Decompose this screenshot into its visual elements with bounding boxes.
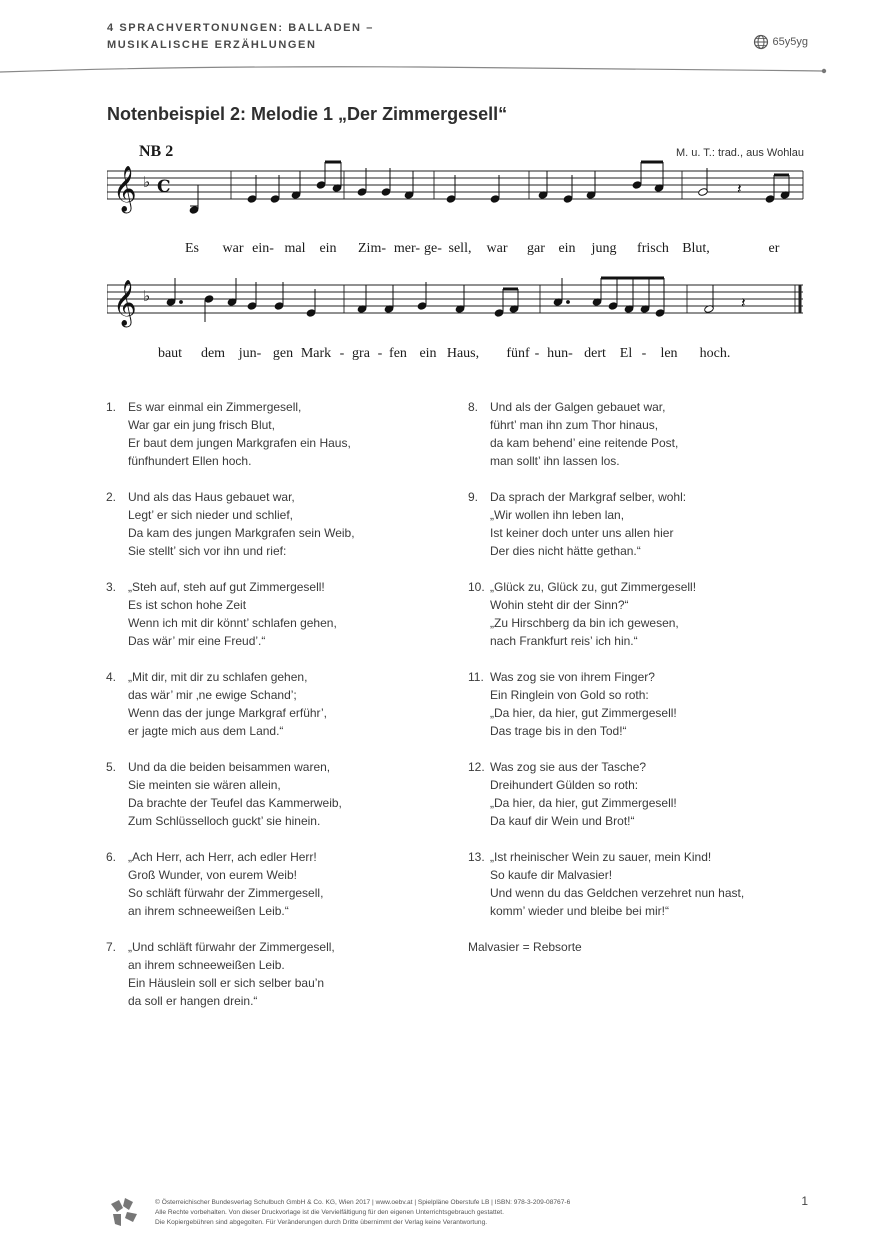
verse-line: er jagte mich aus dem Land.“ (128, 724, 284, 738)
lyric-syllable: ein- (252, 241, 274, 256)
score-credit: M. u. T.: trad., aus Wohlau (676, 147, 804, 159)
lyric-syllable: gen (272, 346, 294, 361)
page-number: 1 (801, 1194, 808, 1208)
lyric-syllable: len (660, 346, 678, 361)
verse-line: Der dies nicht hätte gethan.“ (490, 544, 641, 558)
verse-line: „Zu Hirschberg da bin ich gewesen, (490, 616, 679, 630)
verse-5 (106, 758, 446, 830)
lyric-syllable: gar (527, 241, 545, 256)
verse-line: Er baut dem jungen Markgrafen ein Haus, (128, 436, 351, 450)
verse-line: Dreihundert Gülden so roth: (490, 778, 639, 792)
verses-right-column (468, 398, 808, 956)
lyric-syllable: Haus, (446, 346, 480, 361)
verse-number: 1. (106, 400, 117, 414)
verse-line: Wohin steht dir der Sinn?“ (490, 598, 629, 612)
verse-number: 6. (106, 850, 117, 864)
section-title: Notenbeispiel 2: Melodie 1 „Der Zimmergesell“ (107, 104, 508, 124)
lyric-syllable: frisch (637, 241, 669, 256)
header-rule (0, 60, 890, 76)
verse-line: Das wär’ mir eine Freud’.“ (128, 634, 266, 648)
verse-line: Es ist schon hohe Zeit (128, 598, 247, 612)
lyric-syllable: mer- (393, 241, 421, 256)
verses-left-column (106, 398, 446, 1028)
lyric-syllable: jung (591, 241, 617, 256)
lyric-syllable: hoch. (699, 346, 731, 361)
verse-line: Ist keiner doch unter uns allen hier (490, 526, 674, 540)
verse-number: 11. (468, 670, 484, 684)
verse-line: fünfhundert Ellen hoch. (128, 454, 252, 468)
footer-rights: Alle Rechte vorbehalten. Von dieser Druckvorlage ist die Vervielfältigung für den eigenen Unterrichtsgebrauch gestattet. (155, 1209, 504, 1216)
svg-text:𝄽: 𝄽 (737, 180, 742, 198)
lyric-syllable: ge- (424, 241, 442, 256)
verse-line: an ihrem schneeweißen Leib.“ (128, 904, 289, 918)
verse-line: „Ach Herr, ach Herr, ach edler Herr! (128, 850, 317, 864)
verse-line: So schläft fürwahr der Zimmergesell, (128, 886, 324, 900)
verse-number: 8. (468, 400, 479, 414)
verse-line: Das trage bis in den Tod!“ (490, 724, 627, 738)
verse-line: Sie stellt’ sich vor ihn und rief: (128, 544, 287, 558)
verse-line: Legt’ er sich nieder und schlief, (128, 508, 293, 522)
verse-6 (106, 848, 446, 920)
verse-line: „Und schläft fürwahr der Zimmergesell, (128, 940, 335, 954)
verse-line: War gar ein jung frisch Blut, (128, 418, 275, 432)
lyric-syllable: ein (419, 346, 437, 361)
verse-number: 10. (468, 580, 485, 594)
verse-line: Ein Häuslein soll er sich selber bau’n (128, 976, 325, 990)
lyric-syllable: jun- (238, 346, 262, 361)
verse-line: Was zog sie von ihrem Finger? (490, 670, 655, 684)
verse-13 (468, 848, 808, 920)
verse-line: „Wir wollen ihn leben lan, (490, 508, 625, 522)
svg-text:♭: ♭ (143, 287, 151, 305)
example-label: NB 2 (139, 143, 174, 160)
verse-line: Da brachte der Teufel das Kammerweib, (128, 796, 342, 810)
verse-number: 7. (106, 940, 117, 954)
verse-line: Da kauf dir Wein und Brot!“ (490, 814, 635, 828)
verse-number: 12. (468, 760, 485, 774)
verse-line: Was zog sie aus der Tasche? (490, 760, 647, 774)
verse-line: führt’ man ihn zum Thor hinaus, (490, 418, 659, 432)
running-header (107, 20, 374, 54)
verse-7 (106, 938, 446, 1010)
lyric-syllable: Mark (300, 346, 332, 361)
verse-line: Da kam des jungen Markgrafen sein Weib, (128, 526, 355, 540)
online-code[interactable] (753, 34, 808, 50)
verse-number: 13. (468, 850, 485, 864)
lyric-syllable: dem (200, 346, 226, 361)
lyric-syllable: Es (185, 241, 199, 256)
verse-9 (468, 488, 808, 560)
verse-line: Wenn das der junge Markgraf erführ’, (128, 706, 327, 720)
treble-clef-icon: 𝄞 (113, 166, 137, 212)
verse-line: Es war einmal ein Zimmergesell, (128, 400, 302, 414)
lyric-syllable: gra (352, 346, 370, 361)
verse-11 (468, 668, 808, 740)
verse-number: 9. (468, 490, 479, 504)
verse-line: Sie meinten sie wären allein, (128, 778, 281, 792)
lyric-syllable: fünf (506, 346, 530, 361)
verse-line: Ein Ringlein von Gold so roth: (490, 688, 649, 702)
footnote-malvasier: Malvasier = Rebsorte (468, 940, 582, 954)
verse-line: Zum Schlüsselloch guckt’ sie hinein. (128, 814, 321, 828)
lyric-syllable: baut (157, 346, 183, 361)
verse-2 (106, 488, 446, 560)
verse-4 (106, 668, 446, 740)
verse-line: Und als der Galgen gebauet war, (490, 400, 666, 414)
staff-line-1 (107, 158, 807, 223)
lyric-syllable: hun- (547, 346, 573, 361)
common-time-icon: C (157, 177, 171, 197)
verse-number: 5. (106, 760, 117, 774)
lyric-syllable: ein (558, 241, 576, 256)
verse-line: das wär’ mir ‚ne ewige Schand’; (128, 688, 297, 702)
verse-line: da kam behend’ eine reitende Post, (490, 436, 679, 450)
verse-line: „Glück zu, Glück zu, gut Zimmergesell! (490, 580, 697, 594)
lyric-syllable: - (641, 346, 647, 361)
lyric-syllable: Blut, (682, 241, 710, 256)
verse-8 (468, 398, 808, 470)
staff-line-2 (107, 272, 807, 337)
lyric-syllable: - (377, 346, 383, 361)
verse-line: „Da hier, da hier, gut Zimmergesell! (490, 796, 677, 810)
verse-number: 4. (106, 670, 117, 684)
verse-number: 2. (106, 490, 117, 504)
footer-fees: Die Kopiergebühren sind abgegolten. Für Veränderungen durch Dritte übernimmt der Verlag keine Verantwortung. (155, 1219, 488, 1226)
verse-line: da soll er hangen drein.“ (128, 994, 258, 1008)
globe-link-icon (753, 34, 769, 50)
verse-line: Da sprach der Markgraf selber, wohl: (490, 490, 687, 504)
verse-line: „Da hier, da hier, gut Zimmergesell! (490, 706, 677, 720)
verse-line: Und wenn du das Geldchen verzehret nun hast, (490, 886, 745, 900)
header-line-2: MUSIKALISCHE ERZÄHLUNGEN (107, 39, 317, 51)
footer-copyright: © Österreichischer Bundesverlag Schulbuch GmbH & Co. KG, Wien 2017 | www.oebv.at | Spielpläne Oberstufe LB | ISBN: 978-3-209-08767-6 (155, 1199, 571, 1206)
lyric-syllable: Zim- (358, 241, 386, 256)
verse-line: „Steh auf, steh auf gut Zimmergesell! (128, 580, 325, 594)
verse-line: Wenn ich mit dir könnt’ schlafen gehen, (128, 616, 337, 630)
svg-text:𝄽: 𝄽 (741, 294, 746, 312)
verse-12 (468, 758, 808, 830)
svg-text:𝄞: 𝄞 (113, 280, 137, 326)
lyric-syllable: El (619, 346, 633, 361)
lyric-syllable: mal (284, 241, 306, 256)
online-code-text: 65y5yg (772, 36, 808, 48)
verse-line: Groß Wunder, von eurem Weib! (128, 868, 297, 882)
flat-sign-icon: ♭ (143, 173, 151, 191)
lyric-syllable: - (339, 346, 345, 361)
lyric-syllable: er (768, 241, 780, 256)
verse-line: „Mit dir, mit dir zu schlafen gehen, (128, 670, 308, 684)
verse-line: man sollt’ ihn lassen los. (490, 454, 620, 468)
header-line-1: 4 SPRACHVERTONUNGEN: BALLADEN – (107, 22, 374, 34)
lyric-syllable: war (222, 241, 244, 256)
verse-line: komm’ wieder und bleibe bei mir!“ (490, 904, 669, 918)
lyric-syllable: - (534, 346, 540, 361)
verse-line: an ihrem schneeweißen Leib. (128, 958, 285, 972)
verse-1 (106, 398, 446, 470)
verse-line: Und da die beiden beisammen waren, (128, 760, 331, 774)
verse-number: 3. (106, 580, 117, 594)
verse-line: „Ist rheinischer Wein zu sauer, mein Kind! (490, 850, 712, 864)
verse-line: nach Frankfurt reis’ ich hin.“ (490, 634, 638, 648)
verse-line: So kaufe dir Malvasier! (490, 868, 613, 882)
lyric-syllable: war (486, 241, 508, 256)
lyric-syllable: sell, (448, 241, 472, 256)
verse-3 (106, 578, 446, 650)
lyric-syllable: ein (319, 241, 337, 256)
publisher-logo-icon (107, 1196, 139, 1228)
verse-10 (468, 578, 808, 650)
lyric-syllable: dert (584, 346, 606, 361)
lyric-syllable: fen (389, 346, 407, 361)
verse-line: Und als das Haus gebauet war, (128, 490, 295, 504)
